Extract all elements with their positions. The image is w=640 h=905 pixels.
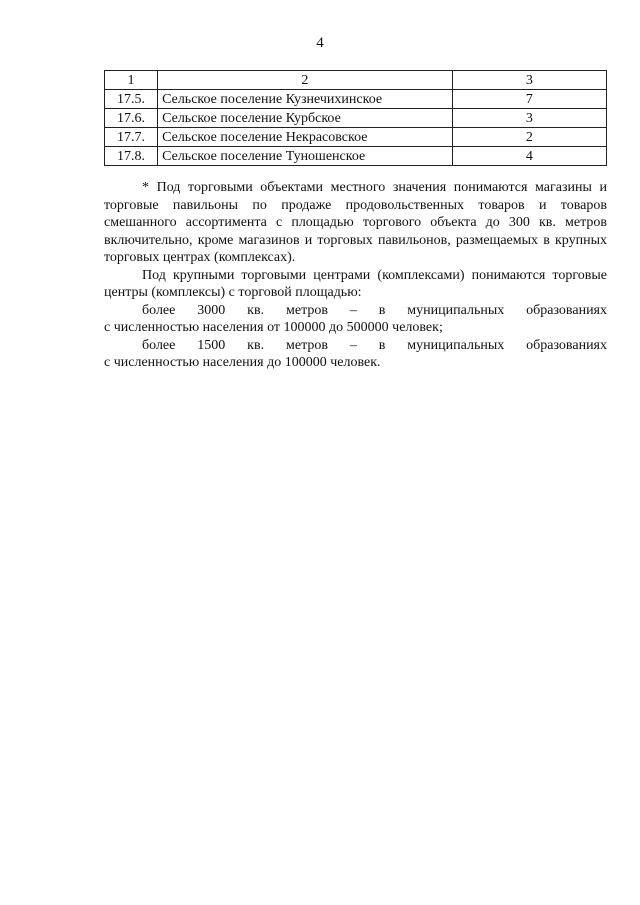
table-row [105,147,607,166]
large-centers-paragraph: Под крупными торговыми центрами (комплексами) понимаются торговые центры (комплексы) с торговой площадью: [104,267,607,300]
settlements-table [104,70,607,166]
table-row [105,90,607,109]
criteria-item-1: более 3000 кв. метров – в муниципальных образованиях [142,302,607,318]
page-number: 4 [316,35,324,51]
row-number: 17.5. [105,90,158,109]
criteria-item-1-continued: с численностью населения от 100000 до 500000 человек; [104,320,443,335]
row-number: 17.6. [105,109,158,128]
object-count: 2 [452,128,606,147]
table-row [105,109,607,128]
table-header-cell: 1 [105,71,158,90]
settlement-name: Сельское поселение Некрасовское [158,128,453,147]
table-header-row [105,71,607,90]
object-count: 3 [452,109,606,128]
settlement-name: Сельское поселение Курбское [158,109,453,128]
criteria-item-2-continued: с численностью населения до 100000 человек. [104,355,381,370]
notes-section [104,179,607,372]
criteria-item-2: более 1500 кв. метров – в муниципальных образованиях [142,337,607,353]
table-header-cell: 3 [452,71,606,90]
footnote-paragraph: * Под торговыми объектами местного значения понимаются магазины и торговые павильоны по продаже продовольственных товаров и товаров смешанного ассортимента с площадью торгового объекта до 300 кв. метров включительно, кроме магазинов и торговых павильонов, размещаемых в крупных торговых центрах (комплексах). [104,180,607,265]
settlement-name: Сельское поселение Кузнечихинское [158,90,453,109]
table-row [105,128,607,147]
settlement-name: Сельское поселение Туношенское [158,147,453,166]
row-number: 17.8. [105,147,158,166]
object-count: 4 [452,147,606,166]
object-count: 7 [452,90,606,109]
table-header-cell: 2 [158,71,453,90]
row-number: 17.7. [105,128,158,147]
